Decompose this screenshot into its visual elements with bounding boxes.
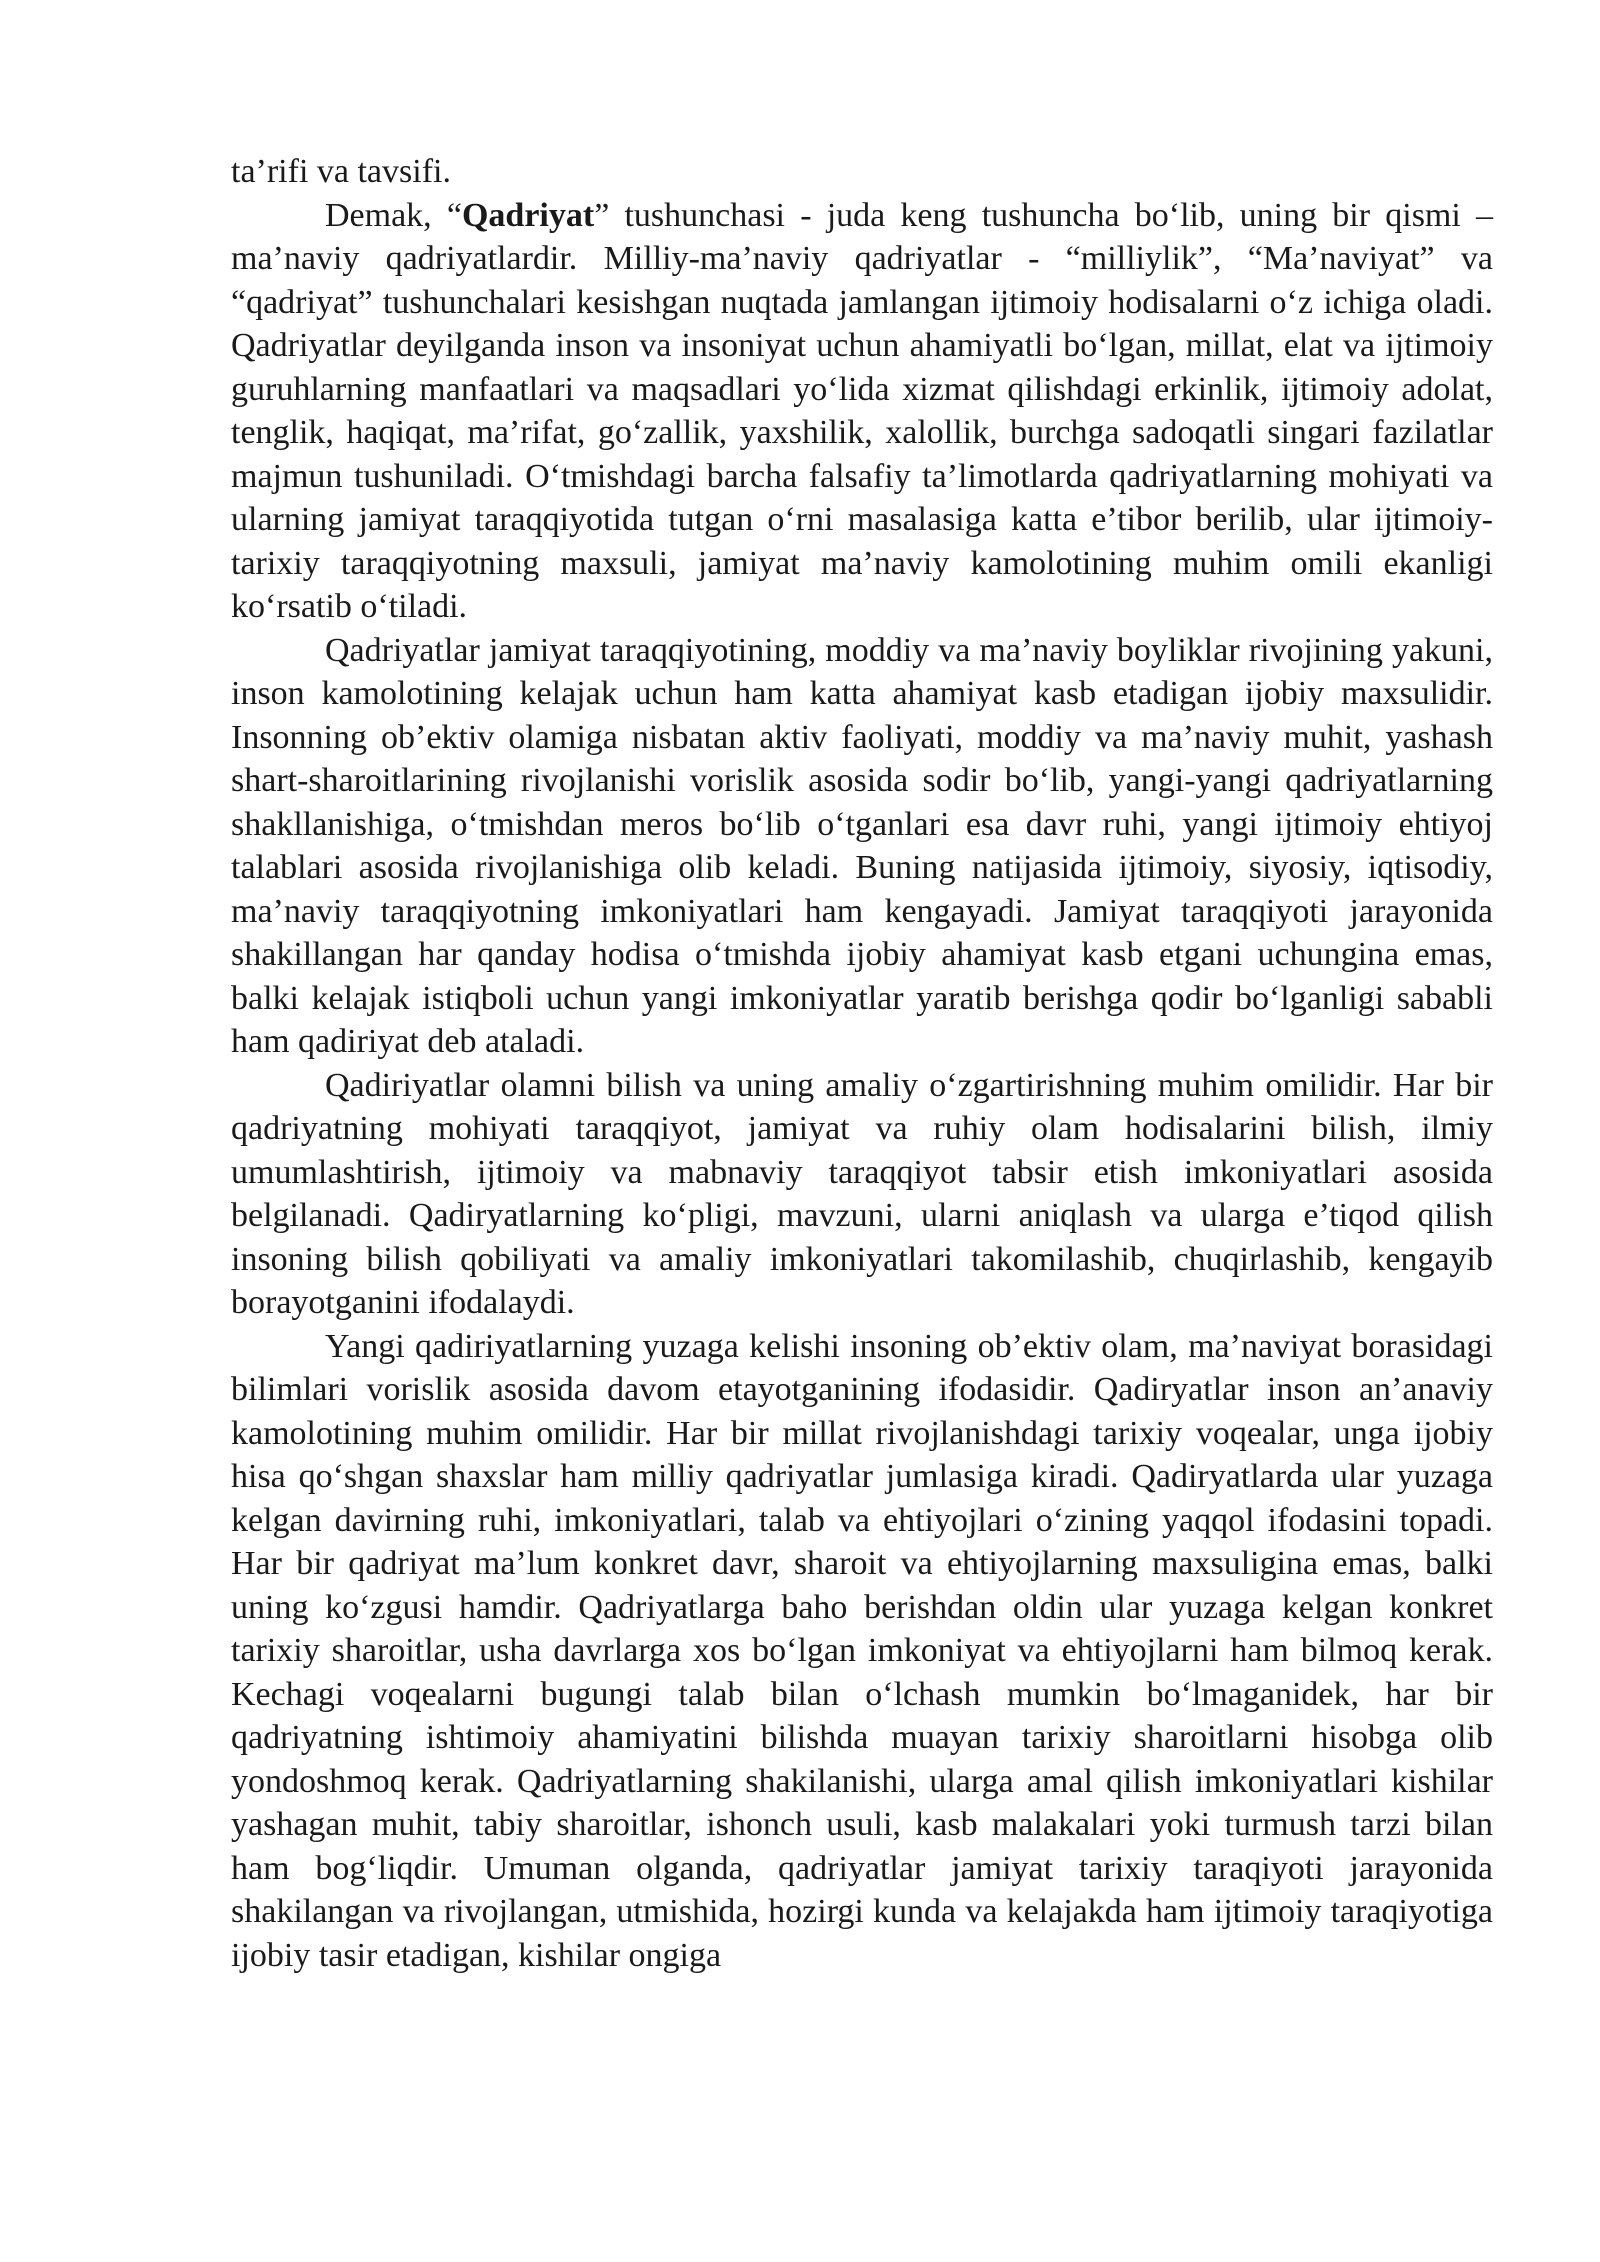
paragraph-3: Qadriyatlar jamiyat taraqqiyotining, moddiy va ma’naviy boyliklar rivojining yakuni, inson kamolotining kelajak uchun ham katta ahamiyat kasb etadigan ijobiy maxsulidir. Insonning ob’ektiv olamiga nisbatan aktiv faoliyati, moddiy va ma’naviy muhit, yashash shart-sharoitlarining rivojlanishi vorislik asosida sodir bo‘lib, yangi-yangi qadriyatlarning shakllanishiga, o‘tmishdan meros bo‘lib o‘tganlari esa davr ruhi, yangi ijtimoiy ehtiyoj talablari asosida rivojlanishiga olib keladi. Buning natijasida ijtimoiy, siyosiy, iqtisodiy, ma’naviy taraqqiyotning imkoniyatlari ham kengayadi. Jamiyat taraqqiyoti jarayonida shakillangan har qanday hodisa o‘tmishda ijobiy ahamiyat kasb etgani uchungina emas, balki kelajak istiqboli uchun yangi imkoniyatlar yaratib berishga qodir bo‘lganligi sababli ham qadiriyat deb ataladi. (231, 631, 1493, 1060)
document-page (231, 150, 1493, 1977)
paragraph-1: ta’rifi va tavsifi. (231, 153, 451, 190)
paragraph-2-lead: Demak, “ (325, 196, 462, 234)
paragraph-2 (231, 194, 1493, 629)
paragraph-5: Yangi qadiriyatlarning yuzaga kelishi insoning ob’ektiv olam, ma’naviyat borasidagi bilimlari vorislik asosida davom etayotganining ifodasidir. Qadiryatlar inson an’anaviy kamolotining muhim omilidir. Har bir millat rivojlanishdagi tarixiy voqealar, unga ijobiy hisa qo‘shgan shaxslar ham milliy qadriyatlar jumlasiga kiradi. Qadiryatlarda ular yuzaga kelgan davirning ruhi, imkoniyatlari, talab va ehtiyojlari o‘zining yaqqol ifodasini topadi. Har bir qadriyat ma’lum konkret davr, sharoit va ehtiyojlarning maxsuligina emas, balki uning ko‘zgusi hamdir. Qadriyatlarga baho berishdan oldin ular yuzaga kelgan konkret tarixiy sharoitlar, usha davrlarga xos bo‘lgan imkoniyat va ehtiyojlarni ham bilmoq kerak. Kechagi voqealarni bugungi talab bilan o‘lchash mumkin bo‘lmaganidek, har bir qadriyatning ishtimoiy ahamiyatini bilishda muayan tarixiy sharoitlarni hisobga olib yondoshmoq kerak. Qadriyatlarning shakilanishi, ularga amal qilish imkoniyatlari kishilar yashagan muhit, tabiy sharoitlar, ishonch usuli, kasb malakalari yoki turmush tarzi bilan ham bog‘liqdir. Umuman olganda, qadriyatlar jamiyat tarixiy taraqiyoti jarayonida shakilangan va rivojlangan, utmishida, hozirgi kunda va kelajakda ham ijtimoiy taraqiyotiga ijobiy tasir etadigan, kishilar ongiga (231, 1327, 1493, 1974)
paragraph-4: Qadiriyatlar olamni bilish va uning amaliy o‘zgartirishning muhim omilidir. Har bir qadriyatning mohiyati taraqqiyot, jamiyat va ruhiy olam hodisalarini bilish, ilmiy umumlashtirish, ijtimoiy va mabnaviy taraqqiyot tabsir etish imkoniyatlari asosida belgilanadi. Qadiryatlarning ko‘pligi, mavzuni, ularni aniqlash va ularga e’tiqod qilish insoning bilish qobiliyati va amaliy imkoniyatlari takomilashib, chuqirlashib, kengayib borayotganini ifodalaydi. (231, 1066, 1493, 1321)
term-qadriyat: Qadriyat (461, 196, 595, 234)
paragraph-2-body: ” tushunchasi - juda keng tushuncha bo‘lib, uning bir qismi – ma’naviy qadriyatlardir. Milliy-ma’naviy qadriyatlar - “milliylik”, “Ma’naviyat” va “qadriyat” tushunchalari kesishgan nuqtada jamlangan ijtimoiy hodisalarni o‘z ichiga oladi. Qadriyatlar deyilganda inson va insoniyat uchun ahamiyatli bo‘lgan, millat, elat va ijtimoiy guruhlarning manfaatlari va maqsadlari yo‘lida xizmat qilishdagi erkinlik, ijtimoiy adolat, tenglik, haqiqat, ma’rifat, go‘zallik, yaxshilik, xalollik, burchga sadoqatli singari fazilatlar majmun tushuniladi. O‘tmishdagi barcha falsafiy ta’limotlarda qadriyatlarning mohiyati va ularning jamiyat taraqqiyotida tutgan o‘rni masalasiga katta e’tibor berilib, ular ijtimoiy-tarixiy taraqqiyotning maxsuli, jamiyat ma’naviy kamolotining muhim omili ekanligi ko‘rsatib o‘tiladi. (231, 196, 1493, 625)
